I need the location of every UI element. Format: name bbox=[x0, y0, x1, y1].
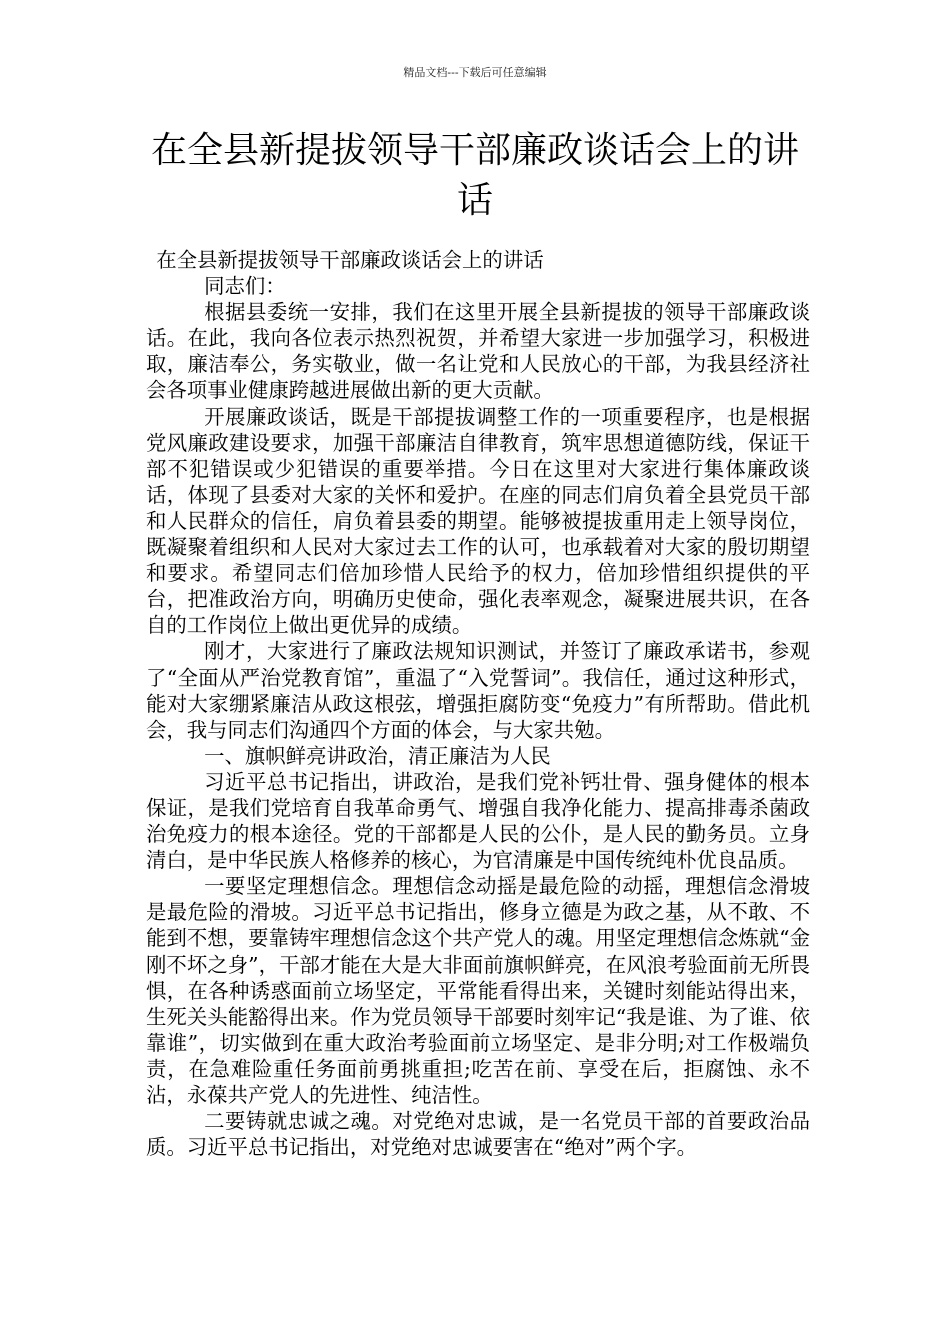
paragraph-4: 习近平总书记指出，讲政治，是我们党补钙壮骨、强身健体的根本保证，是我们党培育自我革命勇气、增强自我净化能力、提高排毒杀菌政治免疫力的根本途径。党的干部都是人民的公仆，是人民的勤务员。立身清白，是中华民族人格修养的核心，为官清廉是中国传统纯朴优良品质。 bbox=[146, 769, 810, 873]
document-title: 在全县新提拔领导干部廉政谈话会上的讲话 bbox=[150, 130, 799, 221]
document-body bbox=[146, 247, 810, 1160]
paragraph-6: 二要铸就忠诚之魂。对党绝对忠诚，是一名党员干部的首要政治品质。习近平总书记指出，对党绝对忠诚要害在“绝对”两个字。 bbox=[146, 1109, 810, 1160]
header-note: 精品文档---下载后可任意编辑 bbox=[403, 66, 547, 79]
speech-subtitle: 在全县新提拔领导干部廉政谈话会上的讲话 bbox=[156, 248, 544, 272]
greeting: 同志们： bbox=[204, 274, 286, 299]
paragraph-2: 开展廉政谈话，既是干部提拔调整工作的一项重要程序，也是根据党风廉政建设要求，加强干部廉洁自律教育，筑牢思想道德防线，保证干部不犯错误或少犯错误的重要举措。今日在这里对大家进行集体廉政谈话，体现了县委对大家的关怀和爱护。在座的同志们肩负着全县党员干部和人民群众的信任，肩负着县委的期望。能够被提拔重用走上领导岗位，既凝聚着组织和人民对大家过去工作的认可，也承载着对大家的殷切期望和要求。希望同志们倍加珍惜人民给予的权力，倍加珍惜组织提供的平台，把准政治方向，明确历史使命，强化表率观念，凝聚进展共识，在各自的工作岗位上做出更优异的成绩。 bbox=[146, 404, 810, 638]
paragraph-3: 刚才，大家进行了廉政法规知识测试，并签订了廉政承诺书，参观了“全面从严治党教育馆”，重温了“入党誓词”。我信任，通过这种形式，能对大家绷紧廉洁从政这根弦，增强拒腐防变“免疫力”有所帮助。借此机会，我与同志们沟通四个方面的体会，与大家共勉。 bbox=[146, 639, 810, 742]
paragraph-5: 一要坚定理想信念。理想信念动摇是最危险的动摇，理想信念滑坡是最危险的滑坡。习近平总书记指出，修身立德是为政之基，从不敢、不能到不想，要靠铸牢理想信念这个共产党人的魂。用坚定理想信念炼就“金刚不坏之身”，干部才能在大是大非面前旗帜鲜亮，在风浪考验面前无所畏惧，在各种诱惑面前立场坚定，平常能看得出来，关键时刻能站得出来，生死关头能豁得出来。作为党员领导干部要时刻牢记“我是谁、为了谁、依靠谁”，切实做到在重大政治考验面前立场坚定、是非分明;对工作极端负责，在急难险重任务面前勇挑重担;吃苦在前、享受在后，拒腐蚀、永不沾，永葆共产党人的先进性、纯洁性。 bbox=[146, 874, 810, 1107]
section-heading-1: 一、旗帜鲜亮讲政治，清正廉洁为人民 bbox=[204, 743, 551, 768]
paragraph-1: 根据县委统一安排，我们在这里开展全县新提拔的领导干部廉政谈话。在此，我向各位表示热烈祝贺，并希望大家进一步加强学习，积极进取，廉洁奉公，务实敬业，做一名让党和人民放心的干部，为我县经济社会各项事业健康跨越进展做出新的更大贡献。 bbox=[146, 300, 810, 403]
